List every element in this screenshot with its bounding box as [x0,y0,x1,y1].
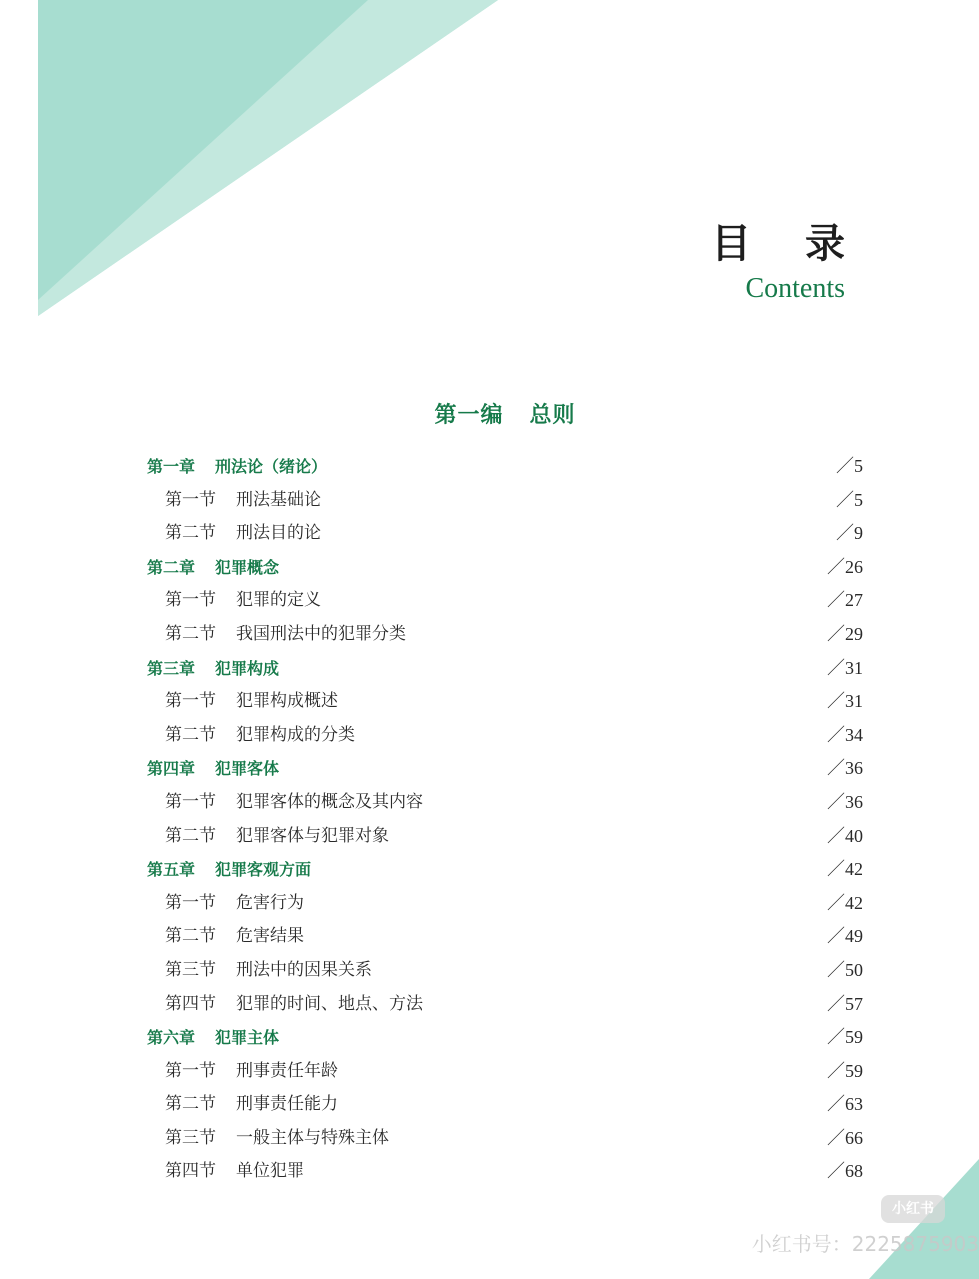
toc-entry-page-number: ／9 [836,523,863,544]
toc-entry-page-number: ／57 [827,993,863,1014]
toc-entry-page-number: ／50 [827,959,863,980]
contents-title-chinese: 目 录 [711,220,865,267]
toc-entry-label [165,618,406,652]
toc-entry-page-number: ／42 [827,859,863,880]
toc-entry-number: 第四节 [165,1161,216,1182]
toc-entry-title: 一般主体与特殊主体 [236,1127,389,1148]
toc-entry-number: 第六章 [147,1028,196,1048]
toc-entry-page-number: ／49 [827,926,863,947]
toc-entry-label [147,853,311,887]
toc-chapter-entry[interactable] [147,551,863,585]
toc-section-entry[interactable] [147,1122,863,1156]
toc-entry-label [165,1155,304,1189]
toc-entry-label [165,484,321,518]
toc-entry-page-number: ／27 [827,590,863,611]
toc-entry-title: 刑事责任年龄 [236,1060,338,1081]
toc-entry-number: 第三节 [165,1127,216,1148]
toc-entry-page-number: ／36 [827,791,863,812]
toc-entry-number: 第二节 [165,1094,216,1115]
toc-entry-title: 犯罪客体 [215,759,280,779]
toc-entry-label [165,1055,338,1089]
toc-entry-label [147,652,279,686]
toc-entry-title: 犯罪构成概述 [236,691,338,712]
toc-entry-page-number: ／31 [827,691,863,712]
toc-entry-number: 第二节 [165,523,216,544]
toc-entry-number: 第一章 [147,457,196,476]
toc-entry-page-number: ／59 [827,1027,863,1048]
toc-entry-title: 犯罪的定义 [236,590,321,611]
toc-entry-page-number: ／68 [827,1161,863,1182]
toc-entry-title: 刑法论（绪论） [215,457,328,476]
toc-entry-label [165,1088,338,1122]
toc-entry-label [147,752,279,786]
toc-entry-label [165,954,372,988]
toc-section-entry[interactable] [147,1055,863,1089]
toc-entry-title: 单位犯罪 [236,1161,304,1182]
toc-chapter-entry[interactable] [147,1021,863,1055]
toc-chapter-entry[interactable] [147,450,863,484]
toc-section-entry[interactable] [147,618,863,652]
toc-entry-title: 刑法基础论 [236,489,321,510]
part-number: 第一编 [434,402,504,428]
toc-section-entry[interactable] [147,685,863,719]
toc-entry-label [165,920,304,954]
toc-entry-title: 犯罪主体 [215,1028,280,1048]
toc-entry-title: 我国刑法中的犯罪分类 [236,623,406,644]
toc-entry-number: 第一节 [165,1060,216,1081]
toc-entry-label [147,450,327,484]
toc-section-entry[interactable] [147,517,863,551]
toc-entry-page-number: ／26 [827,556,863,577]
toc-entry-page-number: ／59 [827,1060,863,1081]
top-left-corner-decoration [38,0,498,320]
toc-entry-page-number: ／5 [836,456,863,476]
toc-entry-page-number: ／36 [827,758,863,779]
toc-entry-page-number: ／34 [827,724,863,745]
toc-entry-page-number: ／66 [827,1127,863,1148]
toc-section-entry[interactable] [147,988,863,1022]
contents-title-english: Contents [745,273,845,304]
toc-section-entry[interactable] [147,786,863,820]
toc-chapter-entry[interactable] [147,652,863,686]
toc-section-entry[interactable] [147,1088,863,1122]
toc-section-entry[interactable] [147,1155,863,1189]
toc-entry-page-number: ／29 [827,623,863,644]
toc-entry-number: 第二章 [147,557,196,577]
contents-title-block [711,212,865,305]
toc-entry-page-number: ／5 [836,489,863,510]
toc-chapter-entry[interactable] [147,853,863,887]
toc-entry-title: 危害行为 [236,892,304,913]
toc-entry-label [165,685,338,719]
toc-entry-title: 犯罪客体与犯罪对象 [236,825,389,846]
toc-entry-number: 第一节 [165,791,216,812]
toc-section-entry[interactable] [147,484,863,518]
toc-entry-number: 第五章 [147,860,196,880]
toc-section-entry[interactable] [147,719,863,753]
toc-entry-title: 犯罪构成 [215,658,280,678]
toc-entry-title: 犯罪构成的分类 [236,724,355,745]
toc-entry-number: 第二节 [165,724,216,745]
toc-entry-label [147,551,279,585]
toc-entry-title: 犯罪概念 [215,557,280,577]
watermark-logo: 小红书 [881,1195,945,1223]
watermark-text: 小红书号：2225875903 [751,1232,979,1256]
toc-entry-page-number: ／31 [827,657,863,678]
part-heading [0,398,979,429]
toc-entry-title: 危害结果 [236,926,304,947]
toc-entry-number: 第二节 [165,623,216,644]
toc-entry-page-number: ／42 [827,892,863,913]
toc-entry-label [165,887,304,921]
toc-entry-number: 第一节 [165,590,216,611]
toc-entry-title: 犯罪客体的概念及其内容 [236,791,423,812]
toc-entry-page-number: ／63 [827,1094,863,1115]
toc-entry-page-number: ／40 [827,825,863,846]
toc-section-entry[interactable] [147,920,863,954]
toc-entry-label [165,786,423,820]
toc-entry-label [165,988,423,1022]
toc-entry-number: 第三节 [165,959,216,980]
toc-section-entry[interactable] [147,584,863,618]
toc-section-entry[interactable] [147,820,863,854]
table-of-contents [147,450,863,1189]
toc-entry-number: 第一节 [165,892,216,913]
toc-entry-label [165,719,355,753]
toc-entry-number: 第二节 [165,926,216,947]
toc-entry-number: 第三章 [147,658,196,678]
toc-entry-label [165,820,389,854]
toc-entry-label [165,584,321,618]
part-name: 总则 [529,402,576,428]
toc-entry-number: 第二节 [165,825,216,846]
toc-entry-title: 犯罪客观方面 [215,860,312,880]
toc-section-entry[interactable] [147,954,863,988]
toc-chapter-entry[interactable] [147,752,863,786]
toc-entry-title: 犯罪的时间、地点、方法 [236,993,423,1014]
toc-section-entry[interactable] [147,887,863,921]
toc-entry-label [147,1021,279,1055]
toc-entry-number: 第一节 [165,691,216,712]
toc-entry-number: 第四章 [147,759,196,779]
toc-entry-number: 第四节 [165,993,216,1014]
toc-entry-number: 第一节 [165,489,216,510]
toc-entry-label [165,1122,389,1156]
toc-entry-title: 刑事责任能力 [236,1094,338,1115]
toc-entry-label [165,517,321,551]
toc-entry-title: 刑法中的因果关系 [236,959,372,980]
toc-entry-title: 刑法目的论 [236,523,321,544]
